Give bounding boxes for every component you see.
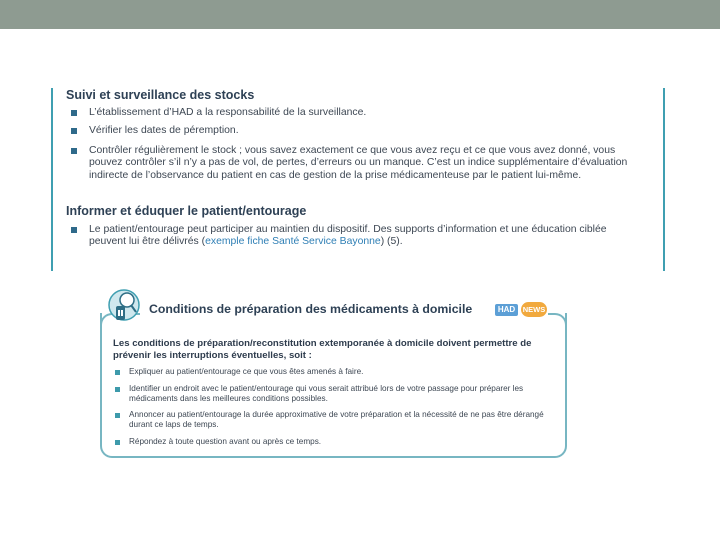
list-item: [115, 367, 363, 377]
list-item-text: Le patient/entourage peut participer au maintien du dispositif. Des supports d’information et une éducation ciblée peuvent lui être délivrés (exemple fiche Santé Service Bayonne) (5).: [89, 224, 607, 248]
bullet-square-icon: [71, 227, 77, 233]
list-item: [115, 410, 544, 431]
bullet-square-icon: [115, 387, 120, 392]
stock-guidelines-panel: [51, 88, 665, 271]
news-badge: NEWS: [521, 302, 547, 317]
list-item: [115, 384, 523, 405]
bullet-square-icon: [71, 128, 77, 134]
list-item-text: Expliquer au patient/entourage ce que vous êtes amenés à faire.: [129, 367, 364, 376]
info-sheet-link[interactable]: exemple fiche Santé Service Bayonne: [205, 236, 381, 248]
box-title: Conditions de préparation des médicaments à domicile: [149, 302, 473, 316]
had-badge: HAD: [495, 304, 518, 316]
section-title-stock: Suivi et surveillance des stocks: [66, 88, 255, 102]
list-item-text: Répondez à toute question avant ou après ce temps.: [129, 437, 322, 446]
list-item: [71, 125, 239, 137]
list-item: [115, 437, 321, 447]
box-intro: Les conditions de préparation/reconstitution extemporanée à domicile doivent permettre de prévenir les interruptions éventuelles, soit :: [113, 338, 532, 362]
bullet-square-icon: [115, 440, 120, 445]
list-item: [71, 107, 366, 119]
list-item: [71, 224, 607, 249]
list-item-text: Vérifier les dates de péremption.: [89, 125, 239, 136]
list-item: [71, 145, 627, 182]
health-logo-icon: [107, 288, 140, 324]
list-item-text: L’établissement d’HAD a la responsabilité de la surveillance.: [89, 107, 367, 118]
bullet-square-icon: [115, 370, 120, 375]
list-item-text: Identifier un endroit avec le patient/entourage qui vous serait attribué lors de votre passage pour préparer les médicaments dans les meilleures conditions possibles.: [129, 384, 524, 404]
list-item-text: Annoncer au patient/entourage la durée approximative de votre préparation et la nécessité de ne pas être dérangé durant ce laps de temps.: [129, 410, 544, 430]
section-title-inform: Informer et éduquer le patient/entourage: [66, 204, 307, 218]
top-bar: [0, 0, 720, 29]
bullet-square-icon: [71, 148, 77, 154]
list-item-text: Contrôler régulièrement le stock ; vous savez exactement ce que vous avez reçu et ce que vous avez donné, vous pouvez contrôler s’il n’y a pas de vol, de pertes, d’erreurs ou un manque. C’est un indice supplémentaire d’évaluation indirecte de l’observance du patient en cas de gestion de la prise médicamenteuse par le patient lui-même.: [89, 145, 628, 181]
bullet-square-icon: [71, 110, 77, 116]
bullet-square-icon: [115, 413, 120, 418]
